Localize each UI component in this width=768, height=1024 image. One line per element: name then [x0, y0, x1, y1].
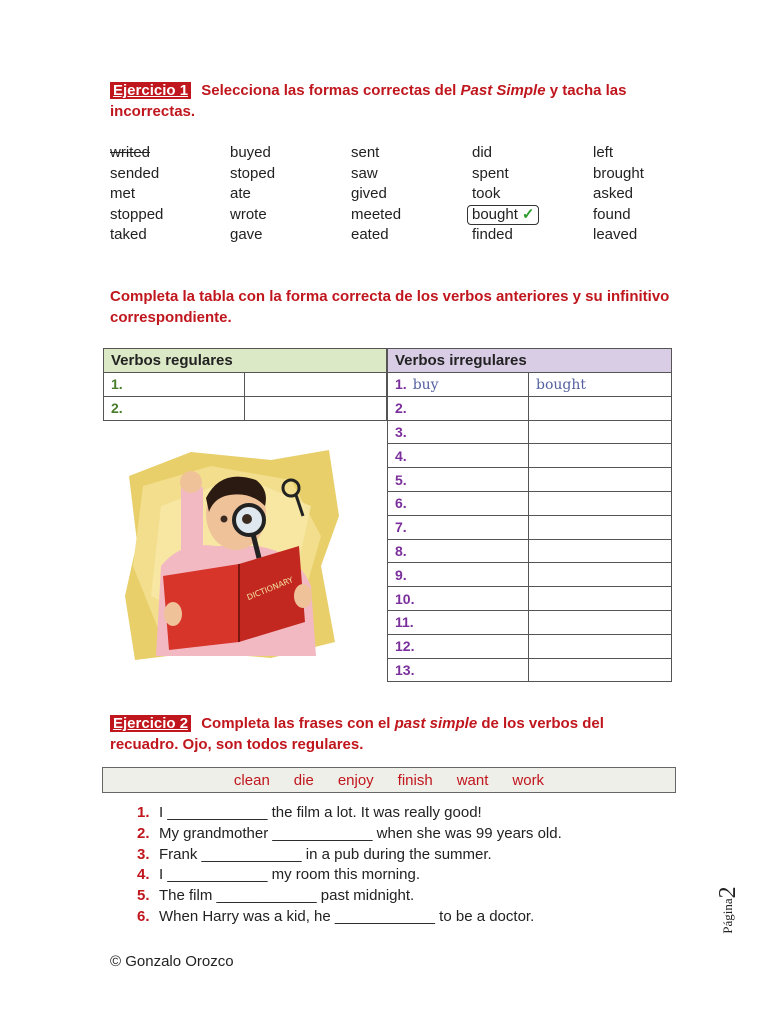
irregular-row-12-past[interactable]: [529, 634, 672, 658]
bought-box: [467, 205, 539, 225]
word-leaved[interactable]: leaved: [593, 226, 638, 243]
irregular-row-2-infinitive[interactable]: [388, 396, 529, 420]
word-column-5: [593, 143, 713, 246]
word-eated[interactable]: eated: [351, 226, 389, 243]
copyright-footer: © Gonzalo Orozco: [110, 953, 234, 970]
word-spent[interactable]: spent: [472, 164, 509, 182]
irregular-row-3-past[interactable]: [529, 420, 672, 444]
table-row: [104, 373, 387, 397]
word-ate[interactable]: ate: [230, 185, 251, 202]
row-number: 2.: [395, 400, 407, 417]
irregular-row-9-past[interactable]: [529, 563, 672, 587]
dictionary-man-image: [121, 446, 343, 664]
row-number: 1.: [395, 375, 407, 392]
list-item: [137, 803, 657, 824]
verb-box: [102, 767, 676, 793]
irregular-row-7-infinitive[interactable]: [388, 515, 529, 539]
word-saw[interactable]: saw: [351, 164, 378, 182]
sentence-number: 5.: [137, 887, 150, 905]
table-row: [388, 515, 672, 539]
table-row: [388, 373, 672, 397]
verb-clean: clean: [233, 771, 270, 789]
table-row: [388, 563, 672, 587]
regular-row-2-infinitive[interactable]: [104, 396, 245, 420]
word-bought[interactable]: [472, 205, 592, 226]
table-row: [388, 539, 672, 563]
list-item: [137, 907, 657, 928]
sentence-text[interactable]: I ____________ the film a lot. It was really good!: [159, 804, 482, 821]
irregular-row-7-past[interactable]: [529, 515, 672, 539]
irregular-row-13-infinitive[interactable]: [388, 658, 529, 682]
word-met[interactable]: met: [110, 185, 136, 202]
book-title: DICTIONARY: [245, 575, 295, 603]
irregular-row-1-past[interactable]: [529, 373, 672, 397]
regular-row-1-past[interactable]: [245, 373, 387, 397]
sentence-text[interactable]: When Harry was a kid, he ____________ to be a doctor.: [159, 907, 535, 925]
verb-enjoy: enjoy: [337, 771, 374, 789]
row-number: 6.: [395, 495, 407, 512]
irregular-row-4-past[interactable]: [529, 444, 672, 468]
row-number: 12.: [395, 638, 415, 655]
irregular-row-5-past[interactable]: [529, 468, 672, 492]
irregular-verbs-header: Verbos irregulares: [388, 349, 672, 373]
table-row: [388, 610, 672, 634]
exercise-1-text-b: y tacha las incorrectas.: [110, 82, 627, 120]
row-number: 2.: [111, 400, 123, 417]
table-row: [388, 468, 672, 492]
verb-finish: finish: [397, 771, 433, 789]
sentence-number: 2.: [137, 824, 150, 842]
row-number: 1.: [111, 376, 123, 393]
row-number: 5.: [395, 471, 407, 488]
word-column-4: [472, 143, 592, 246]
verb-die: die: [293, 771, 314, 789]
row-number: 13.: [395, 661, 415, 678]
word-left[interactable]: left: [593, 144, 614, 161]
irregular-row-10-infinitive[interactable]: [388, 587, 529, 611]
word-sended[interactable]: sended: [110, 164, 160, 182]
word-gave[interactable]: gave: [230, 226, 263, 243]
regular-row-1-infinitive[interactable]: [104, 373, 245, 397]
irregular-verbs-table: [387, 348, 672, 682]
row-number: 8.: [395, 542, 407, 559]
page-number-label: [698, 880, 758, 940]
sentence-number: 1.: [137, 804, 150, 821]
exercise-1-text-a: Selecciona las formas correctas del: [201, 82, 457, 99]
word-taked[interactable]: taked: [110, 226, 147, 243]
word-brought[interactable]: brought: [593, 164, 644, 182]
dictionary-man-illustration: [121, 446, 343, 664]
table-row: [388, 444, 672, 468]
row-number: 11.: [395, 614, 414, 631]
table-row: [388, 634, 672, 658]
word-wrote[interactable]: wrote: [230, 205, 267, 223]
irregular-row-11-infinitive[interactable]: [388, 610, 529, 634]
exercise-2-text-b: de los verbos del recuadro. Ojo, son todos regulares.: [110, 715, 604, 753]
exercise-1-text-em: Past Simple: [460, 82, 546, 99]
sentence-number: 6.: [137, 907, 150, 925]
word-took[interactable]: took: [472, 185, 501, 202]
sentence-number: 3.: [137, 845, 150, 863]
exercise-2-text-em: past simple: [394, 715, 478, 732]
table-row: [388, 587, 672, 611]
page-number: 2: [714, 886, 741, 899]
row-number: 3.: [395, 423, 407, 440]
word-sent[interactable]: sent: [351, 144, 380, 161]
word-column-2: [230, 143, 350, 246]
irregular-row-2-past[interactable]: [529, 396, 672, 420]
word-found[interactable]: found: [593, 205, 631, 223]
list-item: [137, 824, 657, 845]
verb-work: work: [512, 771, 545, 789]
word-asked[interactable]: asked: [593, 185, 634, 202]
regular-row-2-past[interactable]: [245, 396, 387, 420]
word-gived[interactable]: gived: [351, 185, 387, 202]
irregular-row-6-infinitive[interactable]: [388, 491, 529, 515]
row-number: 9.: [395, 566, 407, 583]
irregular-row-8-infinitive[interactable]: [388, 539, 529, 563]
word-stoped[interactable]: stoped: [230, 164, 276, 182]
check-icon: ✓: [521, 205, 535, 223]
table-row: [104, 396, 387, 420]
handwritten-bought: bought: [536, 376, 587, 393]
list-item: [137, 865, 657, 886]
irregular-row-1-infinitive[interactable]: [388, 373, 529, 397]
list-item: [137, 886, 657, 907]
regular-verbs-table: [103, 348, 387, 421]
exercise-2-tag: Ejercicio 2: [110, 715, 191, 732]
irregular-row-12-infinitive[interactable]: [388, 634, 529, 658]
sentence-text[interactable]: The film ____________ past midnight.: [159, 887, 415, 905]
exercise-1-instruction: [110, 80, 670, 122]
sentence-list: [137, 803, 657, 928]
word-buyed[interactable]: buyed: [230, 144, 271, 161]
handwritten-buy: buy: [412, 376, 439, 393]
irregular-row-5-infinitive[interactable]: [388, 468, 529, 492]
exercise-2-text-a: Completa las frases con el: [201, 715, 391, 732]
irregular-row-6-past[interactable]: [529, 491, 672, 515]
row-number: 7.: [395, 519, 407, 536]
table-row: [388, 658, 672, 682]
table-instruction: Completa la tabla con la forma correcta de los verbos anteriores y su infinitivo correspondiente.: [110, 288, 670, 326]
irregular-row-3-infinitive[interactable]: [388, 420, 529, 444]
irregular-row-8-past[interactable]: [529, 539, 672, 563]
exercise-2-instruction: [110, 713, 670, 755]
row-number: 4.: [395, 447, 407, 464]
page-label-text: Página: [720, 898, 735, 934]
irregular-row-11-past[interactable]: [529, 610, 672, 634]
word-finded[interactable]: finded: [472, 226, 513, 243]
word-column-1: [110, 143, 230, 246]
word-meeted[interactable]: meeted: [351, 205, 402, 223]
sentence-text[interactable]: My grandmother ____________ when she was 99 years old.: [159, 824, 562, 842]
sentence-text[interactable]: Frank ____________ in a pub during the summer.: [159, 845, 492, 863]
row-number: 10.: [395, 590, 415, 607]
table-row: [388, 396, 672, 420]
irregular-row-13-past[interactable]: [529, 658, 672, 682]
irregular-row-9-infinitive[interactable]: [388, 563, 529, 587]
irregular-row-4-infinitive[interactable]: [388, 444, 529, 468]
regular-verbs-header: Verbos regulares: [104, 349, 387, 373]
word-column-3: [351, 143, 471, 246]
verb-want: want: [456, 771, 489, 789]
word-did[interactable]: did: [472, 144, 493, 161]
sentence-number: 4.: [137, 866, 150, 884]
word-writed[interactable]: writed: [110, 144, 151, 161]
table-row: [388, 491, 672, 515]
sentence-text[interactable]: I ____________ my room this morning.: [159, 866, 420, 884]
table-row: [388, 420, 672, 444]
word-stopped[interactable]: stopped: [110, 205, 164, 223]
list-item: [137, 845, 657, 866]
irregular-row-10-past[interactable]: [529, 587, 672, 611]
exercise-1-tag: Ejercicio 1: [110, 82, 191, 99]
bought-label: bought: [472, 205, 518, 223]
